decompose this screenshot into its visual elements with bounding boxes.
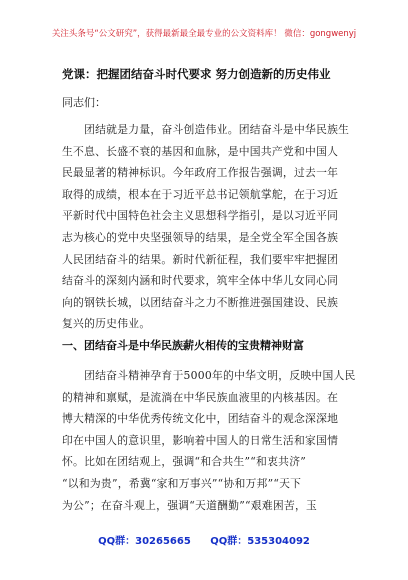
text-line: 复兴的历史伟业。 bbox=[62, 317, 151, 331]
text-line: 团结就是力量，奋斗创造伟业。团结奋斗是中华民族生 bbox=[62, 123, 350, 136]
text-line: 为公”；在奋斗观上，强调“天道酬勤”“艰难困苦，玉 bbox=[62, 498, 318, 512]
footer bbox=[0, 532, 408, 547]
paragraph-section-1 bbox=[62, 365, 356, 516]
text-line: 结奋斗的深刻内涵和时代要求，筑牢全体中华儿女同心同 bbox=[62, 274, 339, 288]
salutation: 同志们： bbox=[62, 96, 106, 109]
text-line: 平新时代中国特色社会主义思想科学指引，是以习近平同 bbox=[62, 209, 339, 223]
promo-banner: 关注头条号“公文研究”，获得最新最全最专业的公文资料库！ 微信：gongwenyj bbox=[51, 29, 357, 39]
text-line: 人民团结奋斗的结果。新时代新征程，我们要牢牢把握团 bbox=[62, 252, 339, 266]
text-line: 生不息、长盛不衰的基因和血脉，是中国共产党和中国人 bbox=[62, 144, 339, 158]
section-heading-1: 一、团结奋斗是中华民族薪火相传的宝贵精神财富 bbox=[62, 339, 304, 352]
paragraph-intro bbox=[62, 119, 356, 335]
text-line: 团结奋斗精神孕育于5000年的中华文明，反映中国人民 bbox=[62, 369, 356, 382]
text-line: 向的钢铁长城，以团结奋斗之力不断推进强国建设、民族 bbox=[62, 295, 339, 309]
text-line: 怀。比如在团结观上，强调“和合共生”“和衷共济” bbox=[62, 455, 307, 469]
qq-group-2: QQ群：535304092 bbox=[210, 536, 310, 547]
text-line: 志为核心的党中央坚强领导的结果，是全党全军全国各族 bbox=[62, 230, 339, 244]
qq-group-1: QQ群：30265665 bbox=[98, 536, 191, 547]
text-line: 的精神和禀赋，是流淌在中华民族血液里的内核基因。在 bbox=[62, 390, 339, 404]
text-line: 博大精深的中华优秀传统文化中，团结奋斗的观念深深地 bbox=[62, 412, 339, 426]
text-line: 印在中国人的意识里，影响着中国人的日常生活和家国情 bbox=[62, 433, 339, 447]
text-line: 民最显著的精神标识。今年政府工作报告强调，过去一年 bbox=[62, 166, 339, 180]
text-line: “以和为贵”，希冀“家和万事兴”“协和万邦”“天下 bbox=[62, 476, 302, 490]
text-line: 取得的成绩，根本在于习近平总书记领航掌舵，在于习近 bbox=[62, 187, 339, 201]
document-title: 党课：把握团结奋斗时代要求 努力创造新的历史伟业 bbox=[62, 67, 331, 81]
